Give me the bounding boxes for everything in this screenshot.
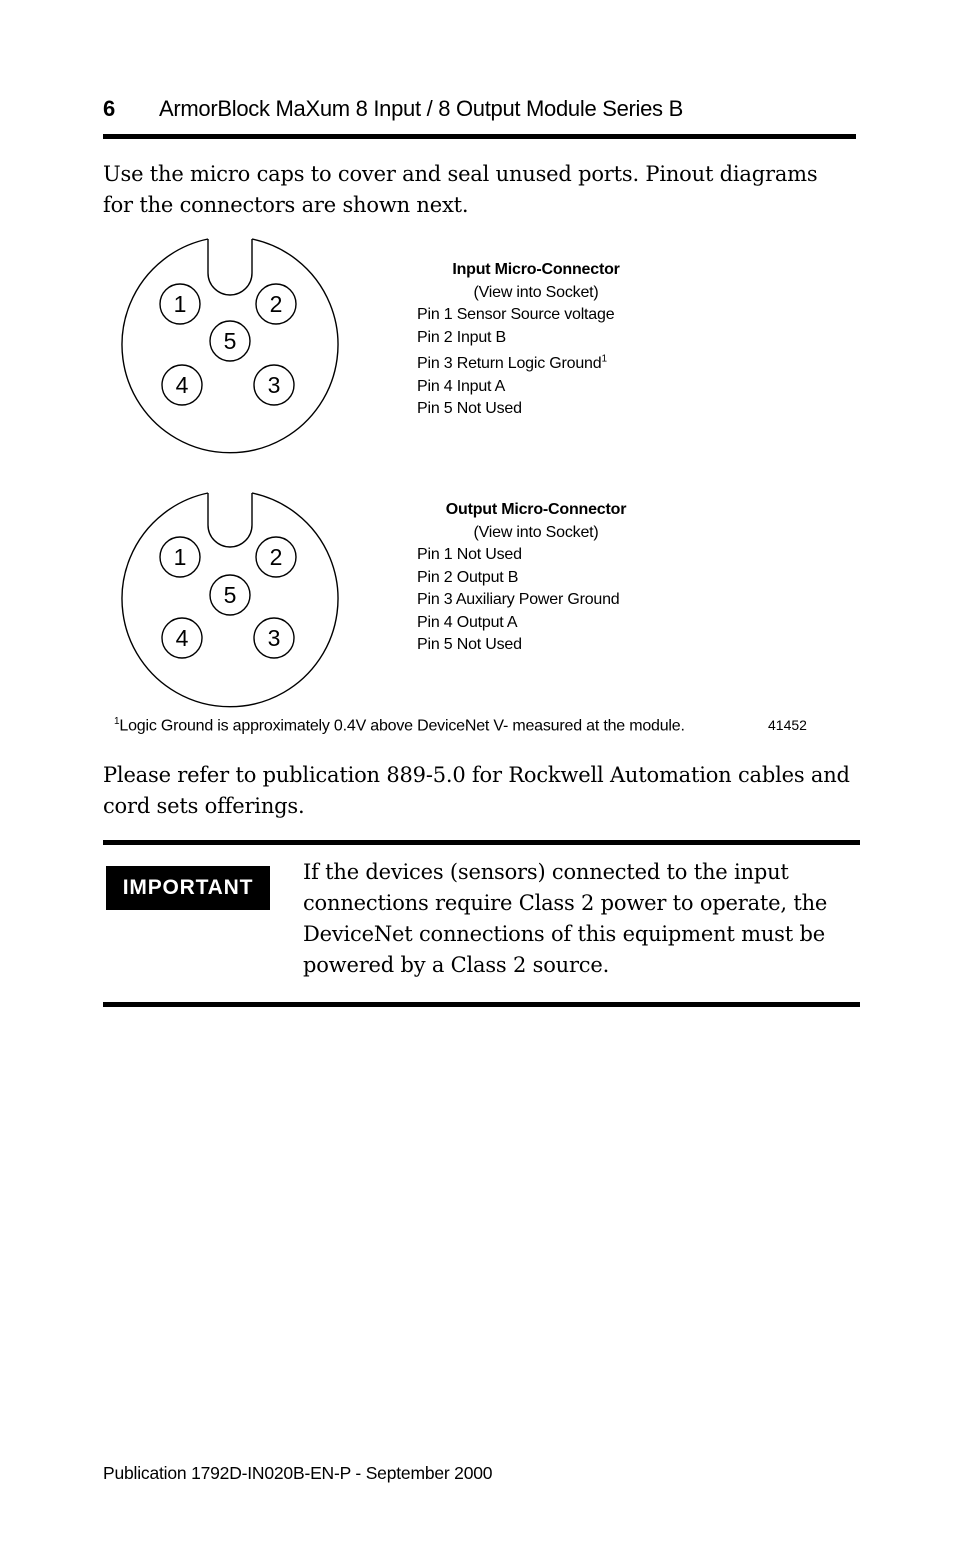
footnote-mark: 1 <box>601 353 607 365</box>
output-pinout-legend <box>417 499 677 657</box>
refer-paragraph: Please refer to publication 889-5.0 for Rockwell Automation cables and cord sets offerings. <box>103 763 850 818</box>
important-top-rule <box>103 840 860 845</box>
connector-key-notch <box>208 239 252 295</box>
page-header <box>103 92 856 126</box>
pin-5-label: 5 <box>223 328 237 354</box>
important-bottom-rule <box>103 1002 860 1007</box>
output-pin-3: Pin 3 Auxiliary Power Ground <box>417 591 620 608</box>
pin-4-label: 4 <box>175 372 189 398</box>
pin-4-label: 4 <box>175 625 189 651</box>
pin-1-label: 1 <box>173 544 187 570</box>
footnote-number: 1 <box>114 716 120 727</box>
input-connector-svg <box>118 237 342 459</box>
pin-3-label: 3 <box>267 372 281 398</box>
pin-5-label: 5 <box>223 582 237 608</box>
output-pin-5: Pin 5 Not Used <box>417 636 522 653</box>
pin-1-label: 1 <box>173 291 187 317</box>
input-connector-diagram <box>118 237 342 459</box>
input-pin-5: Pin 5 Not Used <box>417 400 522 417</box>
connector-key-notch <box>208 493 252 547</box>
footnote-text: Logic Ground is approximately 0.4V above DeviceNet V- measured at the module. <box>119 717 685 735</box>
input-pinout-legend <box>417 259 677 421</box>
input-pin-4: Pin 4 Input A <box>417 377 506 395</box>
pin-2-label: 2 <box>269 291 283 317</box>
header-rule <box>103 134 856 139</box>
output-connector-diagram <box>118 491 342 713</box>
input-pin-1: Pin 1 Sensor Source voltage <box>417 306 615 323</box>
output-connector-svg <box>118 491 342 713</box>
important-badge: IMPORTANT <box>106 866 270 910</box>
input-pin-3 <box>417 353 677 376</box>
input-pin-3-text: Pin 3 Return Logic Ground <box>417 355 602 372</box>
page-title: ArmorBlock MaXum 8 Input / 8 Output Module Series B <box>159 96 683 121</box>
output-pin-1: Pin 1 Not Used <box>417 546 522 563</box>
pin-3-label: 3 <box>267 625 281 651</box>
input-connector-title: Input Micro-Connector <box>452 261 620 278</box>
page-number: 6 <box>103 96 116 121</box>
intro-paragraph: Use the micro caps to cover and seal unused ports. Pinout diagrams for the connectors are shown next. <box>103 162 818 217</box>
publication-footer: Publication 1792D-IN020B-EN-P - September 2000 <box>103 1463 493 1483</box>
output-connector-subtitle: (View into Socket) <box>473 523 599 541</box>
input-connector-subtitle: (View into Socket) <box>473 283 599 301</box>
output-pin-4: Pin 4 Output A <box>417 613 518 631</box>
figure-footnote <box>114 716 685 735</box>
figure-id: 41452 <box>768 717 807 733</box>
important-text: If the devices (sensors) connected to the input connections require Class 2 power to operate, the DeviceNet connections of this equipment must be powered by a Class 2 source. <box>303 860 828 977</box>
output-pin-2: Pin 2 Output B <box>417 568 519 586</box>
pin-2-label: 2 <box>269 544 283 570</box>
input-pin-2: Pin 2 Input B <box>417 328 507 346</box>
output-connector-title: Output Micro-Connector <box>445 501 627 518</box>
